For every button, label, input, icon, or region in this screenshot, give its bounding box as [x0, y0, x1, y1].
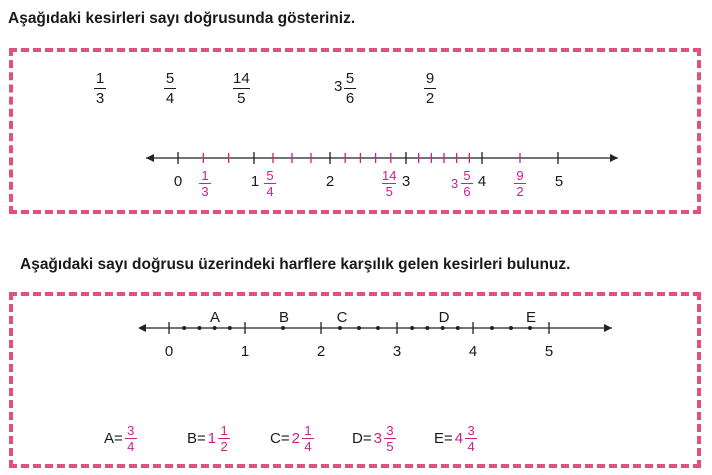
- answer-a-label: A=: [104, 430, 123, 447]
- answer-d: [352, 424, 396, 453]
- placed-fraction-5: 9 2: [514, 169, 526, 198]
- section2-heading: Aşağıdaki sayı doğrusu üzerindeki harflere karşılık gelen kesirleri bulunuz.: [20, 256, 571, 273]
- given-fraction-4: 5 6: [345, 70, 355, 107]
- letter-c: C: [336, 309, 348, 326]
- axis2-label-1: 1: [240, 343, 250, 360]
- placed-fraction-4: 5 6: [461, 169, 473, 198]
- answer-a-fraction: $\frac{3}{4}$: [125, 424, 137, 453]
- answer-e-whole: 4: [454, 430, 464, 447]
- answer-b-whole: 1: [207, 430, 217, 447]
- placed-fraction-1: 1 3: [199, 169, 211, 198]
- answer-c-whole: 2: [291, 430, 300, 447]
- answer-e-fraction: $\frac{3}{4}$: [465, 424, 477, 453]
- given-fraction-3: 14 5: [233, 70, 250, 107]
- given-fraction-5: 9 2: [425, 70, 435, 107]
- axis1-label-4: 4: [477, 173, 487, 190]
- axis2-label-3: 3: [392, 343, 402, 360]
- answer-b-fraction: $\frac{1}{2}$: [218, 424, 230, 453]
- answer-c-label: C=: [270, 430, 290, 447]
- axis2-label-5: 5: [544, 343, 554, 360]
- answer-e: [434, 424, 477, 453]
- answer-b-label: B=: [187, 430, 206, 447]
- given-fraction-2: 5 4: [165, 70, 175, 107]
- answer-a: [104, 424, 137, 453]
- axis1-label-1: 1: [250, 173, 260, 190]
- letter-e: E: [525, 309, 537, 326]
- given-fraction-1: 1 3: [95, 70, 105, 107]
- arrow-left-1: [146, 154, 154, 162]
- letter-d: D: [438, 309, 450, 326]
- letter-b: B: [278, 309, 290, 326]
- axis1-label-2: 2: [325, 173, 335, 190]
- answer-d-fraction: $\frac{3}{5}$: [384, 424, 396, 453]
- letter-a: A: [209, 309, 221, 326]
- arrow-right-1: [610, 154, 618, 162]
- answer-e-label: E=: [434, 430, 453, 447]
- given-fraction-4-whole: 3: [334, 78, 343, 95]
- axis1-label-3: 3: [401, 173, 411, 190]
- axis2-label-0: 0: [164, 343, 174, 360]
- axis2-label-2: 2: [316, 343, 326, 360]
- answer-d-whole: 3: [373, 430, 382, 447]
- section1-heading: Aşağıdaki kesirleri sayı doğrusunda gösteriniz.: [8, 10, 356, 27]
- axis1-label-5: 5: [554, 173, 564, 190]
- answer-c-fraction: $\frac{1}{4}$: [302, 424, 314, 453]
- placed-fraction-3: 14 5: [382, 168, 397, 199]
- placed-fraction-2: 5 4: [264, 169, 276, 198]
- answer-b: [187, 424, 230, 453]
- axis2-label-4: 4: [468, 343, 478, 360]
- axis1-label-0: 0: [173, 173, 183, 190]
- placed-fraction-4-whole: 3: [451, 176, 459, 191]
- answer-c: [270, 424, 314, 453]
- answer-d-label: D=: [352, 430, 372, 447]
